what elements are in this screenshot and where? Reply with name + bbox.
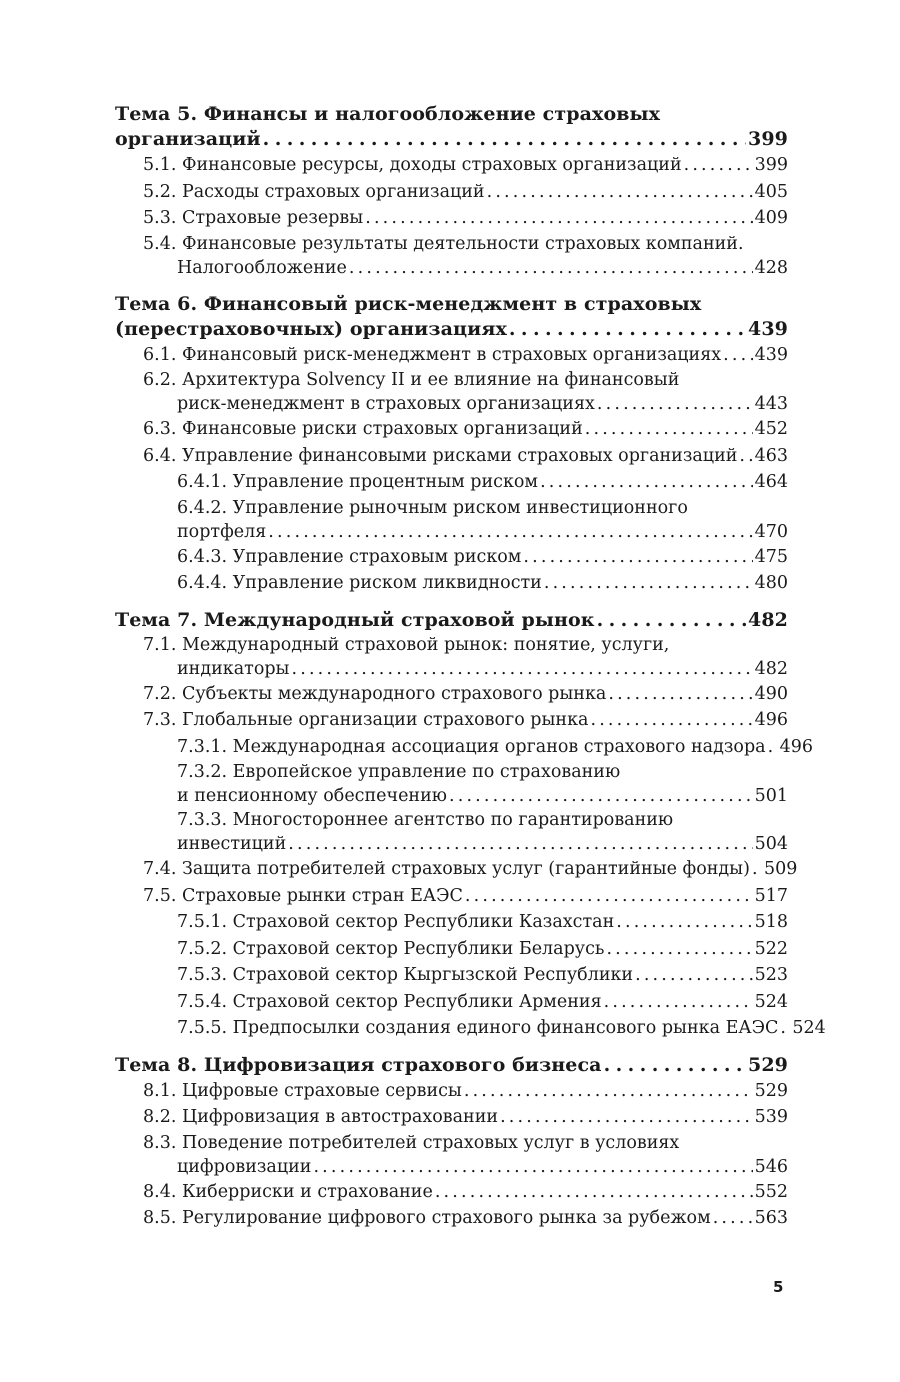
toc-entry-label: 6.4. Управление финансовыми рисками страховых организаций [143,445,738,466]
dot-leader [606,936,752,963]
toc-subentry[interactable] [115,962,788,989]
toc-entry-label: 6.3. Финансовые риски страховых организаций [143,419,583,439]
toc-subentry[interactable] [115,909,788,936]
dot-leader [465,883,753,910]
toc-page-number: 539 [754,1107,788,1127]
toc-subentry[interactable] [115,784,788,808]
dot-leader [585,416,753,443]
toc-entry-label: 8.5. Регулирование цифрового страхового рынка за рубежом [143,1208,711,1228]
dot-leader [608,681,752,708]
toc-page-number: 443 [754,394,788,414]
toc-subentry[interactable] [115,544,788,571]
toc-entry-label: 8.2. Цифровизация в автостраховании [143,1107,499,1127]
toc-entry-line [115,1131,788,1155]
toc-entry-label: 7.4. Защита потребителей страховых услуг (гарантийные фонды) [143,859,750,879]
toc-entry[interactable] [115,1078,788,1105]
toc-page-number: 524 [792,1018,826,1038]
toc-entry-label: цифровизации [177,1156,312,1177]
toc-entry-label: 7.3.1. Международная ассоциация органов страхового надзора [177,736,766,757]
dot-leader [268,520,752,544]
toc-page-number: 439 [754,344,788,365]
toc-entry-label: 6.4.2. Управление рыночным риском инвестиционного [177,497,688,518]
toc-entry[interactable] [115,657,788,681]
toc-entry-label: 8.3. Поведение потребителей страховых услуг в условиях [143,1132,680,1153]
toc-entry-label: 6.2. Архитектура Solvency II и ее влияние на финансовый [143,370,680,390]
toc-entry-label: портфеля [177,521,267,542]
toc-entry[interactable] [115,1179,788,1206]
toc-entry-label: 5.3. Страховые резервы [143,208,364,228]
toc-topic-7 [115,608,826,1042]
toc-heading-line[interactable] [115,317,788,342]
toc-entry-label: 7.3.3. Многостороннее агентство по гарантированию [177,810,674,830]
dot-leader [365,205,752,232]
dot-leader [604,1053,746,1078]
toc-entry-label: 6.1. Финансовый риск-менеджмент в страховых организациях [143,344,722,365]
toc-entry-line [115,633,788,657]
toc-entry-label: риск-менеджмент в страховых организациях [177,394,595,414]
toc-page-number: 517 [754,885,788,906]
toc-entry[interactable] [115,707,788,734]
toc-page-number: 482 [748,608,788,631]
toc-page-number: 452 [754,419,788,439]
toc-page-number: 529 [754,1080,788,1101]
dot-leader [500,1104,753,1131]
toc-entry-label: 7.5.1. Страховой сектор Республики Казахстан [177,912,615,932]
toc-page-number: 399 [754,155,788,175]
dot-leader [635,962,753,989]
toc-page-number: 552 [754,1181,788,1202]
toc-page-number: 409 [754,208,788,228]
dot-leader [723,342,752,369]
toc-entry-label: 7.2. Субъекты международного страхового рынка [143,683,607,704]
dot-leader [540,469,753,496]
toc-entry-label: 7.3. Глобальные организации страхового рынка [143,710,589,730]
toc-entry[interactable] [115,256,788,280]
dot-leader [313,1155,752,1179]
dot-leader [768,734,778,761]
toc-entry-line [115,760,788,784]
toc-page-number: 496 [754,710,788,730]
toc-entry-label: 6.4.3. Управление страховым риском [177,546,522,567]
toc-page-number: 428 [754,257,788,278]
page-number: 5 [773,1278,784,1296]
toc-entry[interactable] [115,152,788,179]
toc-page-number: 518 [754,912,788,932]
dot-leader [292,657,753,681]
dot-leader [739,443,752,470]
toc-entry-label: 5.4. Финансовые результаты деятельности страховых компаний. [143,233,744,254]
table-of-contents [115,101,826,1232]
toc-heading-line[interactable] [115,127,788,152]
toc-page-number: 399 [748,128,788,150]
toc-entry-label: и пенсионному обеспечению [177,786,447,806]
dot-leader [604,989,753,1016]
toc-subentry[interactable] [115,520,788,544]
toc-heading-title: Тема 6. Финансовый риск-менеджмент в страховых [115,292,702,315]
toc-entry-line [115,232,788,256]
dot-leader [464,1078,753,1105]
dot-leader [590,707,752,734]
toc-heading-title: Тема 5. Финансы и налогообложение страховых [115,103,661,125]
toc-entry-label: 8.1. Цифровые страховые сервисы [143,1080,462,1101]
dot-leader [288,832,752,856]
dot-leader [523,544,752,571]
dot-leader [349,256,753,280]
toc-subentry[interactable] [115,936,788,963]
dot-leader [509,317,746,342]
toc-page-number: 509 [763,859,798,879]
toc-page-number: 470 [754,521,788,542]
toc-entry[interactable] [115,1205,788,1232]
dot-leader [263,127,746,152]
dot-leader [544,570,753,597]
toc-entry[interactable] [115,1104,788,1131]
toc-topic-8 [115,1053,788,1232]
toc-heading-title: Тема 8. Цифровизация страхового бизнеса [115,1053,602,1076]
toc-entry[interactable] [115,416,788,443]
dot-leader [713,1205,753,1232]
toc-page-number: 563 [754,1208,788,1228]
toc-entry-label: 7.5.3. Страховой сектор Кыргызской Республики [177,965,634,985]
dot-leader [684,152,753,179]
dot-leader [597,608,746,633]
toc-subentry[interactable] [115,832,788,856]
toc-page-number: 496 [779,736,813,757]
toc-entry-line [115,368,788,392]
toc-heading-line[interactable] [115,1053,788,1078]
toc-entry-label: 8.4. Киберриски и страхование [143,1181,433,1202]
toc-heading-title: организаций [115,128,261,150]
toc-subentry[interactable] [115,469,788,496]
dot-leader [487,179,753,206]
toc-page-number: 546 [754,1156,788,1177]
dot-leader [597,392,753,416]
toc-entry[interactable] [115,883,788,910]
toc-entry[interactable] [115,1155,788,1179]
toc-entry-label: индикаторы [177,658,290,679]
toc-page-number: 463 [754,445,788,466]
toc-subentry[interactable] [115,989,788,1016]
toc-heading-title: Тема 7. Международный страховой рынок [115,608,595,631]
toc-heading-title: (перестраховочных) организациях [115,317,507,340]
toc-subentry[interactable] [115,734,813,761]
toc-heading-line[interactable] [115,608,788,633]
dot-leader [435,1179,753,1206]
toc-entry-label: 7.5.5. Предпосылки создания единого финансового рынка ЕАЭС [177,1018,779,1038]
toc-entry-label: 6.4.4. Управление риском ликвидности [177,573,542,593]
toc-topic-5 [115,101,788,280]
toc-page-number: 490 [754,683,788,704]
toc-entry-label: 7.5.4. Страховой сектор Республики Армения [177,991,602,1012]
toc-entry-label: инвестиций [177,834,287,854]
toc-entry[interactable] [115,443,788,470]
dot-leader [449,784,753,808]
toc-entry-line [115,496,788,520]
toc-topic-6 [115,291,788,597]
toc-entry[interactable] [115,392,788,416]
toc-page-number: 475 [754,546,788,567]
toc-page-number: 523 [754,965,788,985]
toc-page-number: 522 [754,938,788,959]
toc-heading-line [115,101,788,127]
toc-entry[interactable] [115,342,788,369]
toc-page-number: 480 [754,573,788,593]
toc-entry-label: 5.2. Расходы страховых организаций [143,181,485,202]
toc-entry[interactable] [115,179,788,206]
toc-entry-line [115,808,788,832]
toc-page-number: 482 [754,658,788,679]
toc-entry-label: Налогообложение [177,257,347,278]
toc-page-number: 439 [748,317,788,340]
toc-subentry[interactable] [115,1015,826,1042]
toc-entry-label: 5.1. Финансовые ресурсы, доходы страховых организаций [143,155,682,175]
dot-leader [616,909,752,936]
toc-entry[interactable] [115,205,788,232]
toc-page-number: 405 [754,181,788,202]
dot-leader [780,1015,790,1042]
toc-page-number: 529 [748,1053,788,1076]
toc-entry[interactable] [115,681,788,708]
toc-page-number: 504 [754,834,788,854]
toc-page-number: 501 [754,786,788,806]
toc-page-number: 464 [754,472,788,492]
toc-heading-line [115,291,788,317]
toc-entry-label: 6.4.1. Управление процентным риском [177,472,539,492]
toc-page-number: 524 [754,991,788,1012]
toc-entry-label: 7.5.2. Страховой сектор Республики Беларусь [177,938,605,959]
toc-entry[interactable] [115,856,798,883]
dot-leader [752,856,762,883]
toc-entry-label: 7.3.2. Европейское управление по страхованию [177,762,621,782]
toc-subentry[interactable] [115,570,788,597]
toc-entry-label: 7.5. Страховые рынки стран ЕАЭС [143,885,463,906]
toc-entry-label: 7.1. Международный страховой рынок: понятие, услуги, [143,634,670,655]
